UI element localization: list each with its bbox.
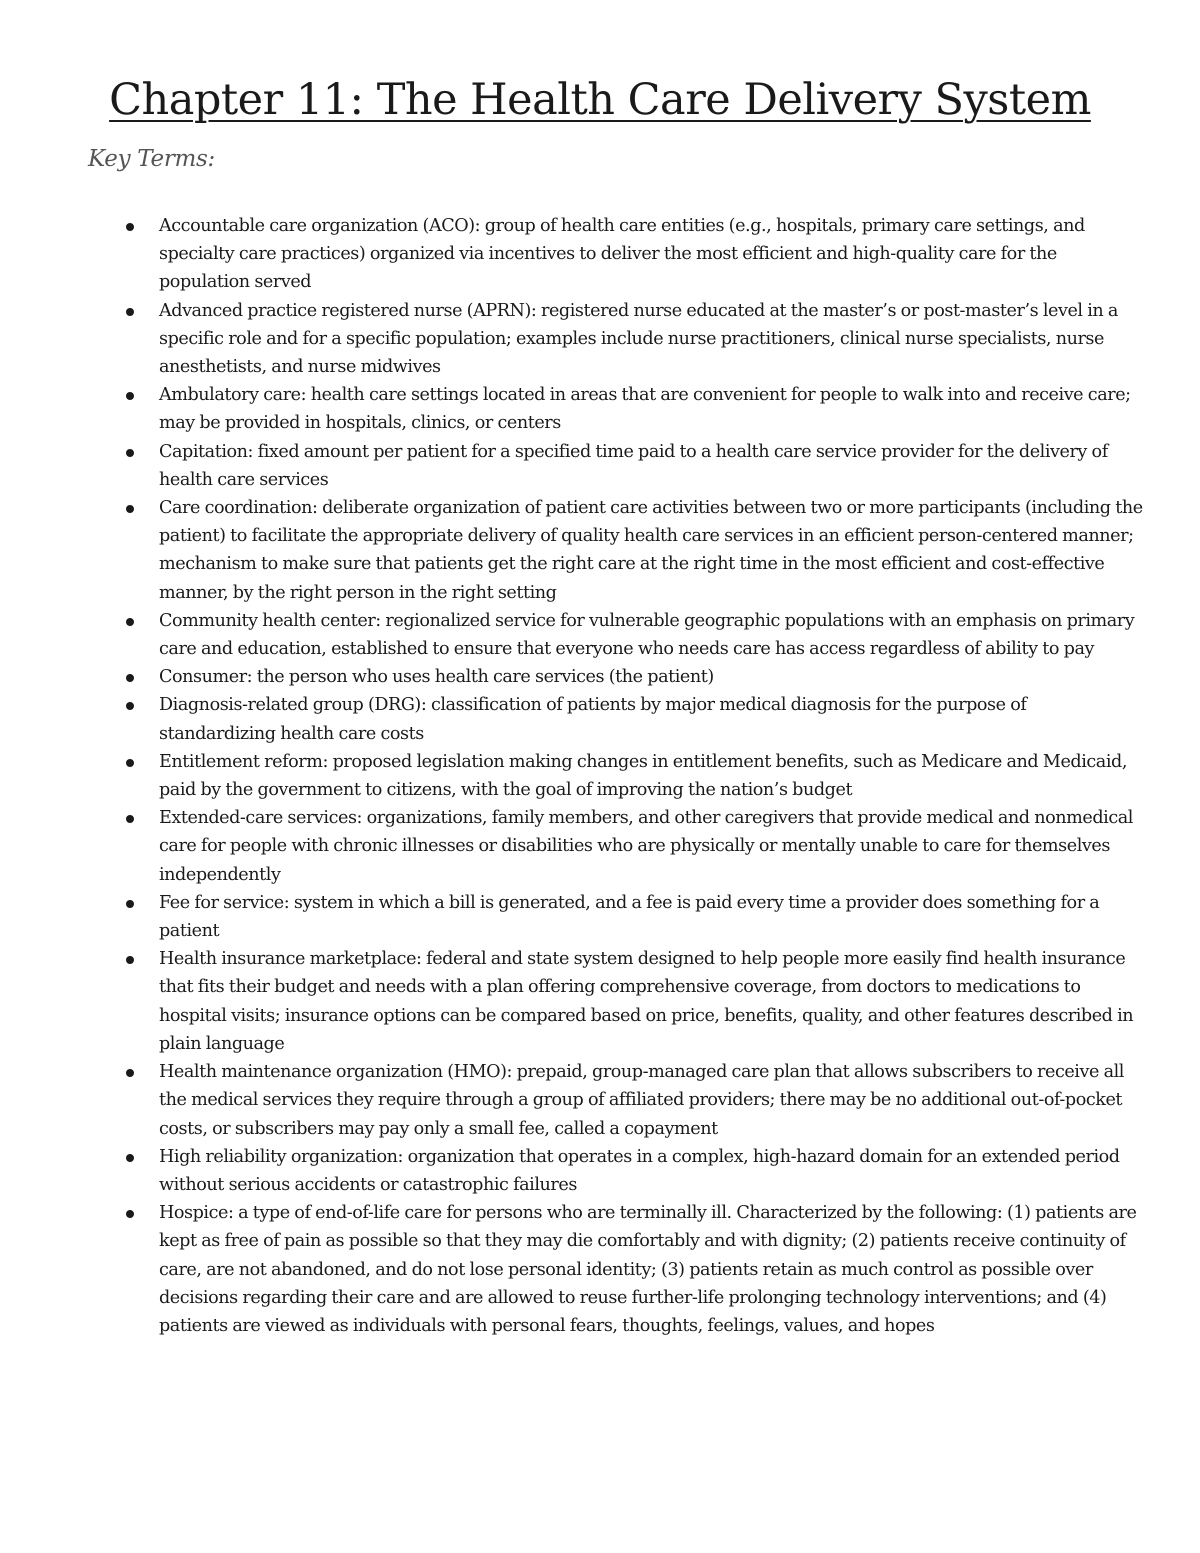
list-item bbox=[0, 1143, 1144, 1199]
bullet-icon bbox=[126, 1210, 134, 1218]
bullet-icon bbox=[126, 815, 134, 823]
list-item bbox=[0, 297, 1144, 382]
bullet-icon bbox=[126, 956, 134, 964]
list-item bbox=[0, 1058, 1144, 1143]
bullet-icon bbox=[126, 702, 134, 710]
term-text: Extended-care services: organizations, family members, and other caregivers that provide medical and nonmedical care for people with chronic illnesses or disabilities who are physically or mentally unable to care for themselves independently bbox=[159, 808, 1133, 885]
list-item bbox=[0, 1199, 1144, 1340]
term-text: Advanced practice registered nurse (APRN): registered nurse educated at the master’s or post-master’s level in a specific role and for a specific population; examples include nurse practitioners, clinical nurse specialists, nurse anesthetists, and nurse midwives bbox=[159, 300, 1118, 378]
bullet-icon bbox=[126, 759, 134, 767]
list-item bbox=[0, 889, 1144, 945]
list-item bbox=[0, 494, 1144, 607]
list-item bbox=[0, 748, 1144, 804]
list-item bbox=[0, 945, 1144, 1058]
list-item bbox=[0, 607, 1144, 663]
bullet-icon bbox=[126, 223, 134, 231]
bullet-icon bbox=[126, 618, 134, 626]
bullet-icon bbox=[126, 449, 134, 457]
section-subtitle: Key Terms: bbox=[88, 146, 216, 172]
term-text: Entitlement reform: proposed legislation making changes in entitlement benefits, such as Medicare and Medicaid, paid by the government to citizens, with the goal of improving the nation’s budget bbox=[159, 751, 1127, 801]
term-text: Capitation: fixed amount per patient for a specified time paid to a health care service provider for the delivery of health care services bbox=[159, 441, 1108, 490]
term-text: Health maintenance organization (HMO): prepaid, group-managed care plan that allows subscribers to receive all the medical services they require through a group of affiliated providers; there may be no additional out-of-pocket costs, or subscribers may pay only a small fee, called a copayment bbox=[159, 1062, 1124, 1139]
list-item bbox=[0, 212, 1144, 297]
term-text: Consumer: the person who uses health care services (the patient) bbox=[159, 667, 714, 688]
bullet-icon bbox=[126, 392, 134, 400]
bullet-icon bbox=[126, 1154, 134, 1162]
term-text: Ambulatory care: health care settings located in areas that are convenient for people to walk into and receive care; may be provided in hospitals, clinics, or centers bbox=[159, 385, 1131, 434]
term-text: Hospice: a type of end-of-life care for persons who are terminally ill. Characterized by the following: (1) patients are kept as free of pain as possible so that they may die comfortably and with dignity; (2) patients receive continuity of care, are not abandoned, and do not lose personal identity; (3) patients retain as much control as possible over decisions regarding their care and are allowed to reuse further-life prolonging technology interventions; and (4) patients are viewed as individuals with personal fears, thoughts, feelings, values, and hopes bbox=[159, 1203, 1137, 1336]
list-item bbox=[0, 804, 1144, 889]
bullet-icon bbox=[126, 900, 134, 908]
list-item bbox=[0, 691, 1144, 747]
list-item bbox=[0, 438, 1144, 494]
term-text: Care coordination: deliberate organization of patient care activities between two or more participants (including the patient) to facilitate the appropriate delivery of quality health care services in an efficient person-centered manner; mechanism to make sure that patients get the right care at the right time in the most efficient and cost-effective manner, by the right person in the right setting bbox=[159, 498, 1143, 603]
bullet-icon bbox=[126, 505, 134, 513]
page-title: Chapter 11: The Health Care Delivery System bbox=[109, 75, 1091, 125]
term-text: High reliability organization: organization that operates in a complex, high-hazard domain for an extended period without serious accidents or catastrophic failures bbox=[159, 1146, 1120, 1195]
bullet-icon bbox=[126, 1069, 134, 1077]
term-text: Fee for service: system in which a bill is generated, and a fee is paid every time a provider does something for a patient bbox=[159, 892, 1100, 942]
list-item bbox=[0, 663, 1144, 691]
key-terms-list bbox=[0, 212, 1200, 1340]
term-text: Health insurance marketplace: federal and state system designed to help people more easily find health insurance that fits their budget and needs with a plan offering comprehensive coverage, from doctors to medications to hospital visits; insurance options can be compared based on price, benefits, quality, and other features described in plain language bbox=[159, 949, 1134, 1054]
term-text: Community health center: regionalized service for vulnerable geographic populations with an emphasis on primary care and education, established to ensure that everyone who needs care has access regardless of ability to pay bbox=[159, 610, 1135, 660]
bullet-icon bbox=[126, 308, 134, 316]
bullet-icon bbox=[126, 674, 134, 682]
term-text: Diagnosis-related group (DRG): classification of patients by major medical diagnosis for the purpose of standardizing health care costs bbox=[159, 695, 1027, 744]
term-text: Accountable care organization (ACO): group of health care entities (e.g., hospitals, primary care settings, and specialty care practices) organized via incentives to deliver the most efficient and high-quality care for the population served bbox=[159, 216, 1085, 293]
list-item bbox=[0, 381, 1144, 437]
